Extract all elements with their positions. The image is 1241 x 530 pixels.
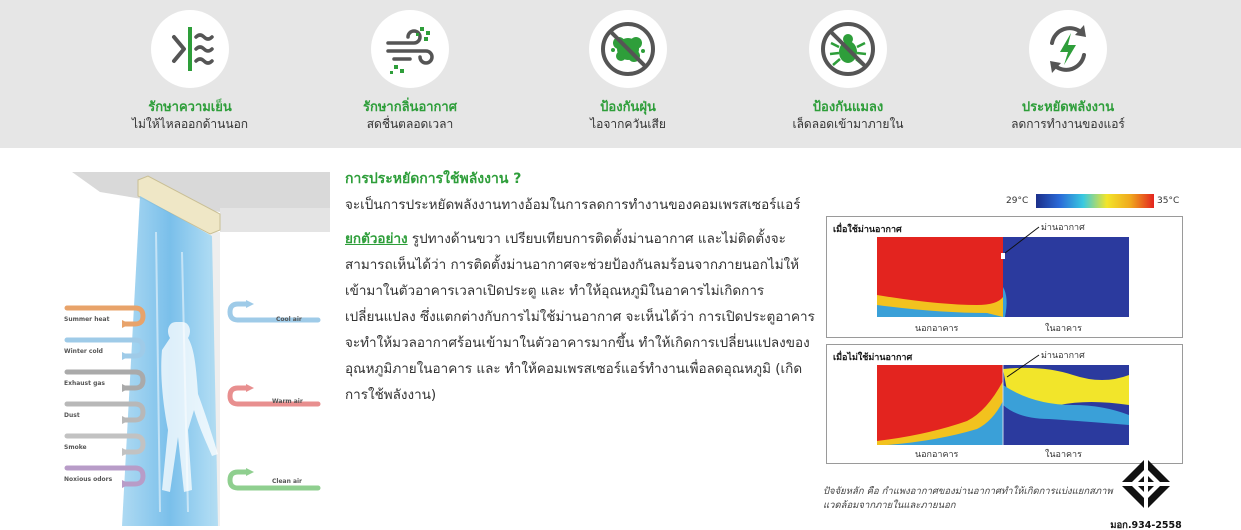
feature-no-insects: [748, 10, 948, 132]
inside-label: ในอาคาร: [1045, 450, 1082, 460]
inside-label: ในอาคาร: [1045, 324, 1082, 334]
panel-title: เมื่อใช้ม่านอากาศ: [833, 225, 902, 235]
label-clean-air: Clean air: [272, 478, 303, 485]
example-text: รูปทางด้านขวา เปรียบเทียบการติดตั้งม่านอากาศ และไม่ติดตั้งจะสามารถเห็นได้ว่า การติดตั้งม่านอากาศจะช่วยป้องกันลมร้อนจากภายนอกไม่ให้เข้ามาในตัวอาคารเวลาเปิดประตู และ ทำให้อุณหภูมิในอาคารไม่เกิดการเปลี่ยนแปลง ซึ่งแตกต่างกับการไม่ใช้ม่านอากาศ จะเห็นได้ว่า การเปิดประตูอาคารจะทำให้มวลอากาศร้อนเข้ามาในตัวอาคารมากขึ้น ทำให้เกิดการเปลี่ยนแปลงของอุณหภูมิภายในอาคาร และ ทำให้คอมเพรสเซอร์แอร์ทำงานเพื่อลดอุณหภูมิ (เกิดการใช้พลังงาน): [345, 231, 815, 403]
features-band: [0, 0, 1241, 148]
article-paragraph-2: [345, 226, 815, 408]
feature-subtitle: เล็ดลอดเข้ามาภายใน: [792, 117, 904, 131]
feature-title: ป้องกันฝุ่น: [600, 100, 656, 115]
feature-cold-retention: [90, 10, 290, 132]
curtain-label: ม่านอากาศ: [1041, 223, 1085, 233]
label-dust: Dust: [64, 412, 80, 419]
panel-title: เมื่อไม่ใช้ม่านอากาศ: [833, 353, 913, 363]
thermal-map-with-curtain: [827, 217, 1184, 339]
panel-without-air-curtain: [826, 344, 1183, 464]
feature-subtitle: ไม่ให้ไหลออกด้านนอก: [131, 117, 249, 131]
no-dust-icon: [589, 10, 667, 88]
label-exhaust-gas: Exhaust gas: [64, 380, 106, 387]
certification-number: มอก.934-2558: [1110, 520, 1182, 530]
article-heading: การประหยัดการใช้พลังงาน ?: [345, 171, 522, 187]
article-paragraph-1: จะเป็นการประหยัดพลังงานทางอ้อมในการลดการทำงานของคอมเพรสเซอร์แอร์: [345, 197, 801, 213]
tis-certification: [1110, 456, 1182, 530]
panel-with-air-curtain: [826, 216, 1183, 338]
no-insects-icon: [809, 10, 887, 88]
fresh-air-icon: [371, 10, 449, 88]
label-warm-air: Warm air: [272, 398, 303, 405]
example-label: ยกตัวอย่าง: [345, 231, 408, 247]
cold-air-retention-icon: [151, 10, 229, 88]
outside-label: นอกอาคาร: [915, 450, 959, 460]
label-cool-air: Cool air: [276, 316, 302, 323]
scale-high-label: 35°C: [1157, 196, 1180, 206]
article: [345, 168, 815, 408]
scale-low-label: 29°C: [1006, 196, 1029, 206]
curtain-label: ม่านอากาศ: [1041, 351, 1085, 361]
feature-title: รักษากลิ่นอากาศ: [363, 100, 457, 115]
label-noxious-odors: Noxious odors: [64, 476, 113, 483]
feature-energy-saving: [968, 10, 1168, 132]
energy-saving-icon: [1029, 10, 1107, 88]
label-winter-cold: Winter cold: [64, 348, 103, 355]
feature-fresh-air: [310, 10, 510, 132]
thermal-map-without-curtain: [827, 345, 1184, 465]
feature-title: รักษาความเย็น: [148, 100, 232, 115]
figure-caption: ปัจจัยหลัก คือ กำแพงอากาศของม่านอากาศทำให้เกิดการแบ่งแยกสภาพแวดล้อมจากภายในและภายนอก: [823, 486, 1113, 511]
feature-no-dust: [528, 10, 728, 132]
feature-title: ป้องกันแมลง: [812, 100, 884, 115]
label-smoke: Smoke: [64, 444, 87, 451]
outside-label: นอกอาคาร: [915, 324, 959, 334]
air-curtain-illustration: [60, 172, 330, 526]
feature-subtitle: ไอจากควันเสีย: [590, 117, 666, 131]
temperature-scale-bar: [1036, 194, 1154, 208]
feature-title: ประหยัดพลังงาน: [1021, 100, 1115, 115]
feature-subtitle: สดชื่นตลอดเวลา: [366, 117, 454, 131]
label-summer-heat: Summer heat: [64, 316, 110, 323]
tis-certification-logo-icon: [1116, 456, 1176, 512]
feature-subtitle: ลดการทำงานของแอร์: [1011, 117, 1125, 131]
